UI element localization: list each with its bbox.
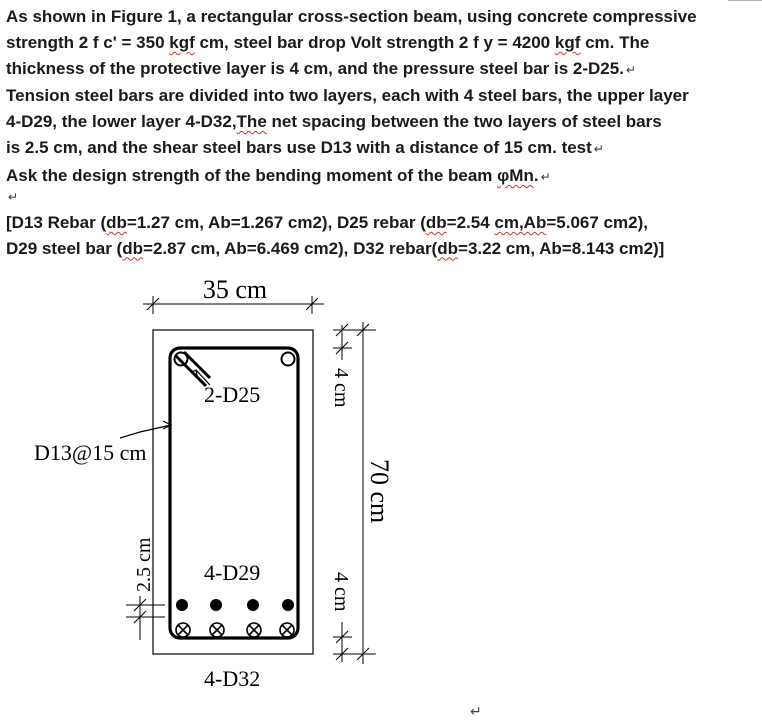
tension-lower-label: 4-D32: [204, 666, 261, 691]
cover-dimension-bottom: [333, 622, 352, 662]
cover-top-label: 4 cm: [330, 368, 352, 408]
problem-line-7: Ask the design strength of the bending moment of the beam φMn. ↵: [6, 165, 551, 185]
spacing-label: 2.5 cm: [133, 537, 155, 592]
stirrup-hook: [176, 352, 210, 386]
compression-bar-label: 2-D25: [204, 382, 261, 407]
problem-line-5: 4-D29, the lower layer 4-D32,The net spacing between the two layers of steel bars: [6, 112, 662, 132]
paragraph-mark: ↵: [625, 62, 636, 77]
paragraph-mark: ↵: [540, 169, 551, 184]
tension-lower-bar: [247, 623, 261, 637]
paragraph-mark: ↵: [593, 141, 604, 156]
bar-data-line-1: [D13 Rebar (db=1.27 cm, Ab=1.267 cm2), D25 rebar (db=2.54 cm,Ab=5.067 cm2),: [6, 213, 648, 232]
text-cursor-mark: ↵: [470, 703, 482, 719]
cover-dimension-top: [333, 324, 352, 360]
tension-upper-bars: [176, 599, 294, 611]
height-label: 70 cm: [365, 459, 394, 524]
problem-line-3: thickness of the protective layer is 4 cm, and the pressure steel bar is 2-D25. ↵: [6, 58, 636, 78]
tension-lower-bar: [280, 623, 294, 637]
stirrup-leader: [120, 421, 171, 438]
spacing-dimension: [126, 596, 165, 640]
tension-upper-bar: [247, 599, 259, 611]
tension-upper-label: 4-D29: [204, 560, 261, 585]
tension-upper-bar: [176, 599, 188, 611]
tension-upper-bar: [210, 599, 222, 611]
width-label: 35 cm: [202, 275, 268, 304]
cover-bottom-label: 4 cm: [330, 572, 352, 612]
tension-lower-bars: [176, 623, 294, 637]
problem-line-4: Tension steel bars are divided into two layers, each with 4 steel bars, the upper layer: [6, 86, 689, 106]
tension-upper-bar: [282, 599, 294, 611]
tension-lower-bar: [176, 623, 190, 637]
stirrup-label: D13@15 cm: [34, 440, 147, 465]
problem-line-1: As shown in Figure 1, a rectangular cross-section beam, using concrete compressive: [6, 7, 697, 26]
problem-line-2: strength 2 f c' = 350 kgf cm, steel bar drop Volt strength 2 f y = 4200 kgf cm. The: [6, 32, 650, 52]
compression-bar-right: [282, 353, 295, 366]
empty-paragraph-mark: ↵: [8, 190, 19, 204]
bar-data-line-2: D29 steel bar (db=2.87 cm, Ab=6.469 cm2), D32 rebar(db=3.22 cm, Ab=8.143 cm2)]: [6, 238, 665, 258]
problem-line-6: is 2.5 cm, and the shear steel bars use D13 with a distance of 15 cm. test ↵: [6, 137, 604, 157]
tension-lower-bar: [210, 623, 224, 637]
